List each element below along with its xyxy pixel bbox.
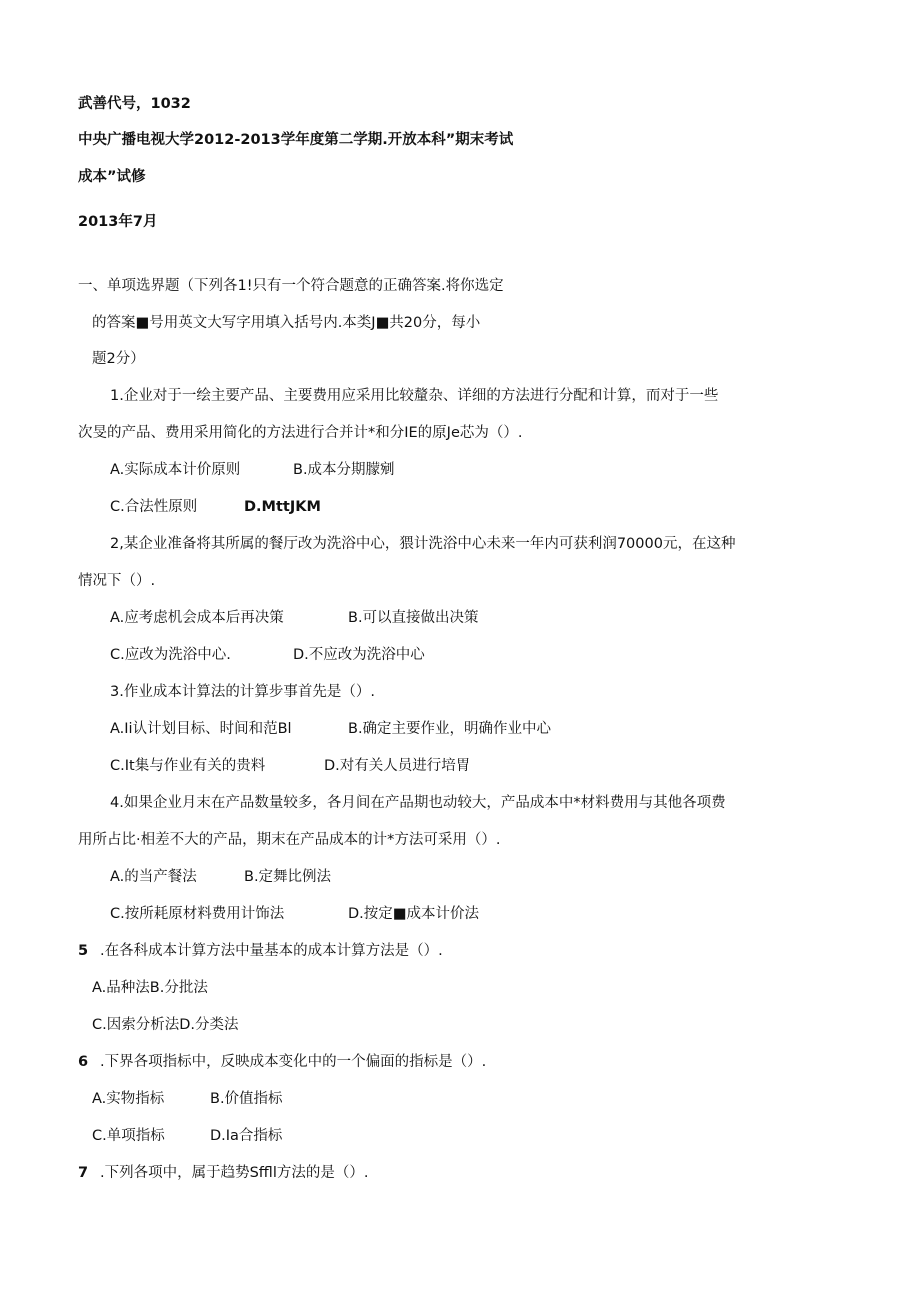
question-6-option-a: A.实物指标 [92, 1091, 165, 1107]
question-3-option-d: D.对有关人员进行培胃 [324, 758, 471, 774]
question-7-number: 7 [78, 1165, 89, 1181]
question-2-option-b: B.可以直接做出决策 [348, 610, 479, 626]
question-5-options-line2: C.因索分析法D.分类法 [92, 1017, 239, 1033]
question-7-stem: .下列各项中，属于趋势Sffll方法的是（）. [100, 1165, 369, 1181]
question-5-stem: .在各科成本计算方法中量基本的成本计算方法是（）. [100, 943, 443, 959]
question-6-stem: .下界各项指标中，反映成本变化中的一个偏面的指标是（）. [100, 1054, 487, 1070]
question-6-option-c: C.单项指标 [92, 1128, 165, 1144]
question-1-stem-line1: 1.企业对于一绘主要产品、主要费用应采用比较釐杂、详细的方法进行分配和计算，而对于一些 [110, 388, 719, 404]
question-3-option-a: A.Ii认计划目标、时间和范Bl [110, 721, 292, 737]
question-4-option-d: D.按定■成本计价法 [348, 906, 479, 922]
question-6-number: 6 [78, 1054, 89, 1070]
section-title-line2: 的答案■号用英文大写字用填入括号内.本类J■共20分，每小 [92, 315, 481, 331]
exam-date: 2013年7月 [78, 214, 158, 230]
question-1-option-c: C.合法性原则 [110, 499, 198, 515]
exam-title: 中央广播电视大学2012-2013学年度第二学期.开放本科”期末考试 [78, 132, 514, 148]
question-4-option-c: C.按所耗原材料费用计饰法 [110, 906, 285, 922]
question-2-stem-line1: 2,某企业准备将其所属的餐厅改为洗浴中心，猥计洗浴中心未来一年内可获利润70000元，在这种 [110, 536, 736, 552]
question-2-option-c: C.应改为洗浴中心. [110, 647, 231, 663]
section-title-line1: 一、单项选界题（下列各1!只有一个符合题意的正确答案.将你选定 [78, 278, 504, 294]
question-3-stem: 3.作业成本计算法的计算步事首先是（）. [110, 684, 375, 700]
subject-title: 成本”试修 [78, 169, 146, 185]
question-4-option-b: B.定舞比例法 [244, 869, 332, 885]
question-2-option-a: A.应考虑机会成本后再决策 [110, 610, 284, 626]
question-1-option-b: B.成本分期朦剜 [293, 462, 395, 478]
question-3-option-c: C.It集与作业有关的贵料 [110, 758, 266, 774]
question-2-stem-line2: 情况下（）. [78, 573, 156, 589]
question-5-number: 5 [78, 943, 89, 959]
question-4-option-a: A.的当产餐法 [110, 869, 197, 885]
question-4-stem-line2: 用所占比·相差不大的产品，期末在产品成本的计*方法可采用（）. [78, 832, 501, 848]
question-1-stem-line2: 次旻的产品、费用采用简化的方法进行合并计*和分IE的原Je芯为（）. [78, 425, 523, 441]
course-code: 武善代号，1032 [78, 96, 191, 112]
question-1-option-d: D.MttJKM [244, 499, 321, 515]
question-1-option-a: A.实际成本计价原则 [110, 462, 241, 478]
question-2-option-d: D.不应改为洗浴中心 [293, 647, 425, 663]
question-6-option-d: D.Ia合指标 [210, 1128, 283, 1144]
question-6-option-b: B.价值指标 [210, 1091, 283, 1107]
section-title-line3: 题2分） [92, 351, 145, 367]
question-5-options-line1: A.品种法B.分批法 [92, 980, 208, 996]
question-3-option-b: B.确定主要作业，明确作业中心 [348, 721, 552, 737]
question-4-stem-line1: 4.如果企业月末在产品数量较多，各月间在产品期也动较大，产品成本中*材料费用与其他各项费 [110, 795, 726, 811]
